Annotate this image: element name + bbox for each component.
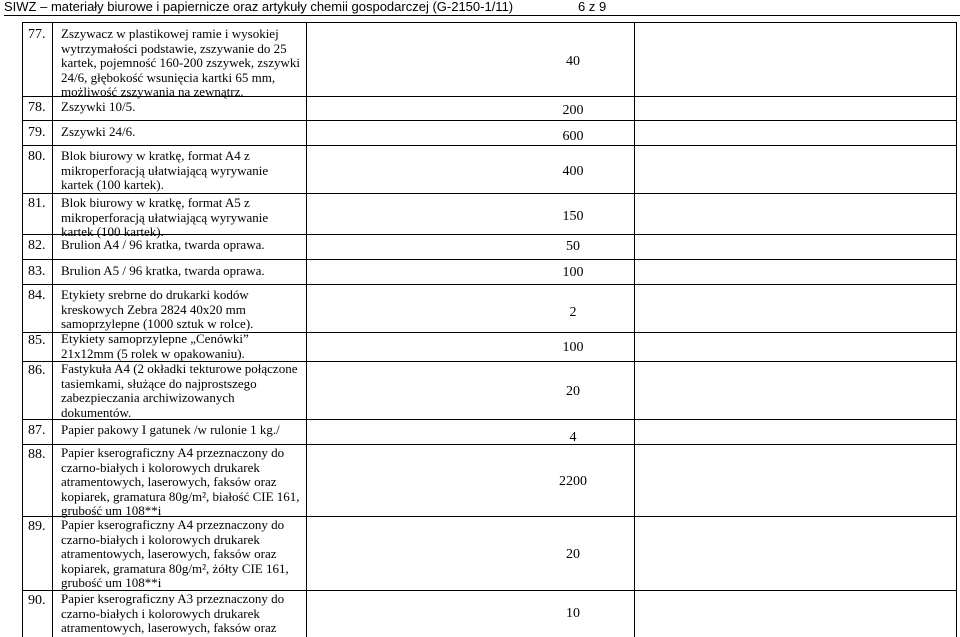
row-description: Brulion A5 / 96 kratka, twarda oprawa. [61,263,265,278]
row-description: Papier pakowy I gatunek /w rulonie 1 kg./ [61,422,280,437]
row-description: Etykiety srebrne do drukarki kodów kreskowych Zebra 2824 40x20 mm samoprzylepne (1000 sztuk w rolce). [61,287,254,332]
row-number: 80. [28,149,46,164]
document-header [0,0,960,16]
row-description: Brulion A4 / 96 kratka, twarda oprawa. [61,237,265,252]
table-row-divider [22,284,956,285]
table-border-left [22,22,23,637]
table-col-divider-num [52,22,53,637]
row-quantity: 2 [569,305,577,320]
row-number: 78. [28,100,46,115]
header-rule [4,15,960,16]
row-quantity: 100 [562,265,584,280]
row-description: Zszywki 10/5. [61,99,136,114]
row-description: Zszywacz w plastikowej ramie i wysokiej wytrzymałości podstawie, zszywanie do 25 kartek, pojemność 160-200 zszywek, zszywki 24/6, głębokość wsunięcia kartki 65 mm, możliwość zszywania na zewnątrz. [61,26,300,100]
page-number: 6 z 9 [578,0,607,14]
row-quantity: 20 [566,547,580,562]
document-title: SIWZ – materiały biurowe i papiernicze oraz artykuły chemii gospodarczej (G-2150-1/11) [4,0,514,14]
row-quantity: 200 [562,103,584,118]
row-number: 88. [28,447,46,462]
row-number: 90. [28,593,46,608]
row-description: Zszywki 24/6. [61,124,136,139]
table-row-divider [22,120,956,121]
row-number: 87. [28,423,46,438]
table-col-divider-desc [306,22,307,637]
row-quantity: 2200 [559,474,587,489]
row-description: Etykiety samoprzylepne „Cenówki” 21x12mm (5 rolek w opakowaniu). [61,331,249,361]
table-row-divider [22,145,956,146]
row-quantity: 40 [566,54,580,69]
row-number: 81. [28,196,46,211]
row-number: 79. [28,125,46,140]
row-quantity: 10 [566,606,580,621]
row-number: 77. [28,27,46,42]
row-quantity: 100 [562,340,584,355]
row-description: Papier kserograficzny A4 przeznaczony do czarno-białych i kolorowych drukarek atramentowych, laserowych, faksów oraz kopiarek, gramatura 80g/m², białość CIE 161, grubość um 108**i [61,445,300,519]
row-number: 89. [28,519,46,534]
row-quantity: 50 [566,239,580,254]
row-description: Papier kserograficzny A4 przeznaczony do czarno-białych i kolorowych drukarek atramentowych, laserowych, faksów oraz kopiarek, gramatura 80g/m², żółty CIE 161, grubość um 108**i [61,517,289,591]
row-description: Blok biurowy w kratkę, format A4 z mikroperforacją ułatwiającą wyrywanie kartek (100 kartek). [61,148,269,193]
row-quantity: 20 [566,384,580,399]
row-description: Fastykuła A4 (2 okładki tekturowe połączone tasiemkami, służące do najprostszego zabezpieczania archiwizowanych dokumentów. [61,361,298,420]
row-number: 83. [28,264,46,279]
table-row-divider [22,22,956,23]
row-number: 86. [28,363,46,378]
table-row-divider [22,193,956,194]
row-quantity: 150 [562,209,584,224]
row-description: Papier kserograficzny A3 przeznaczony do czarno-białych i kolorowych drukarek atramentowych, laserowych, faksów oraz [61,591,285,636]
row-number: 84. [28,288,46,303]
row-number: 82. [28,238,46,253]
row-quantity: 400 [562,164,584,179]
row-number: 85. [28,333,46,348]
row-quantity: 4 [569,430,577,445]
table-border-right [956,22,957,637]
table-col-divider-qty [634,22,635,637]
row-description: Blok biurowy w kratkę, format A5 z mikroperforacją ułatwiającą wyrywanie kartek (100 kartek). [61,195,269,240]
table-row-divider [22,259,956,260]
row-quantity: 600 [562,129,584,144]
